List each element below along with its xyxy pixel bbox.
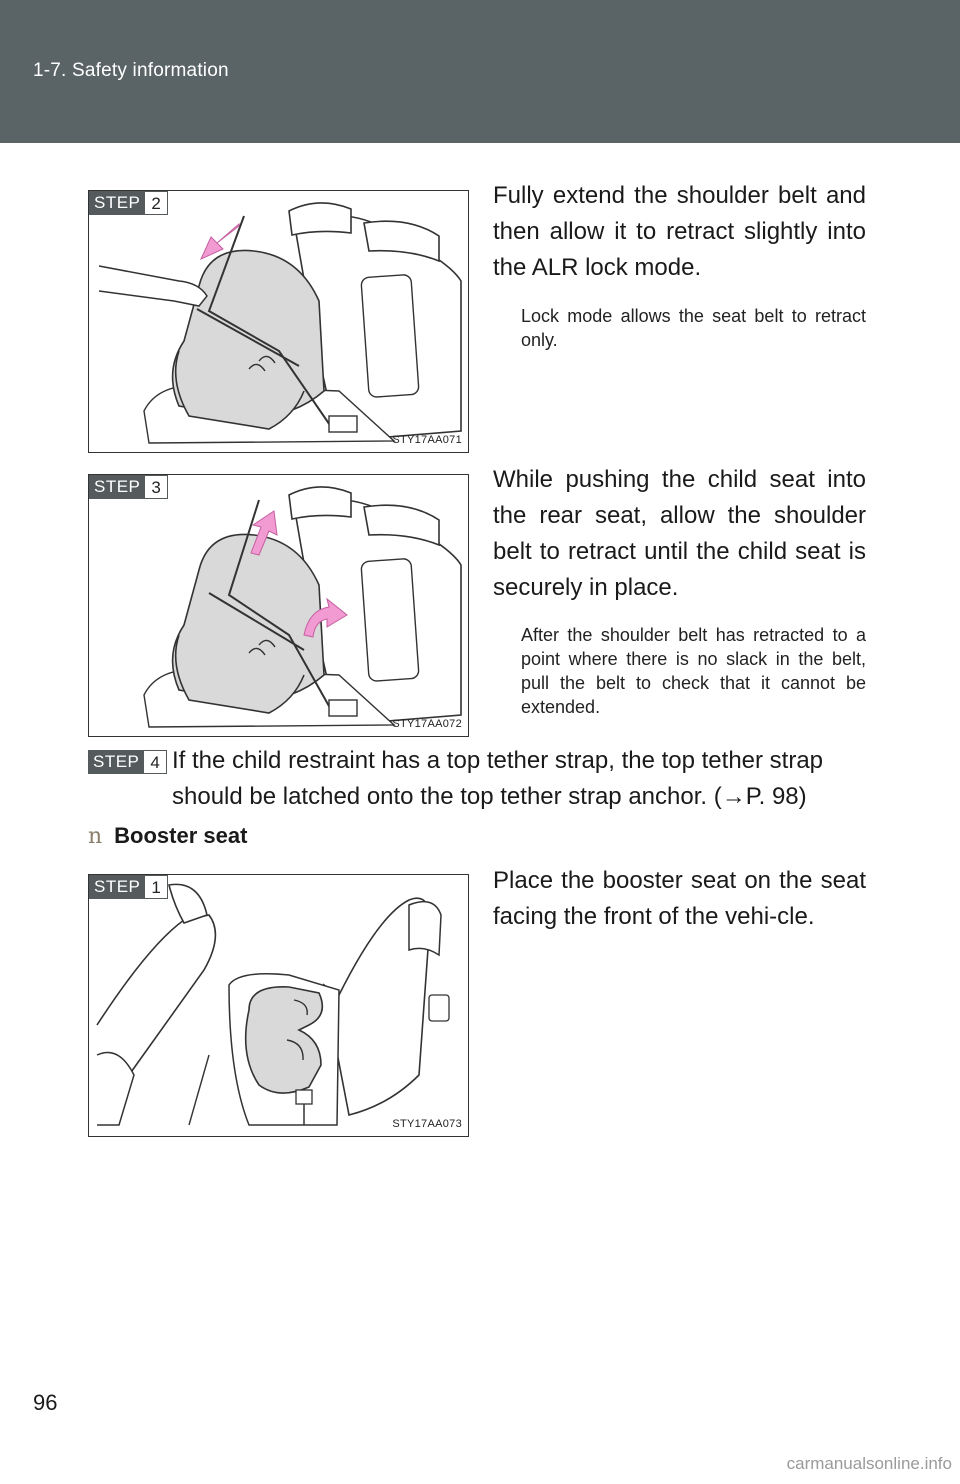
step-number: 2: [145, 191, 167, 215]
page-header: [0, 0, 960, 143]
watermark: carmanualsonline.info: [786, 1454, 952, 1473]
figure-booster-step-1: [88, 874, 469, 1137]
step-word: STEP: [88, 750, 144, 774]
step-word: STEP: [89, 875, 145, 899]
section-title: 1-7. Safety information: [33, 60, 229, 81]
step-number: 1: [145, 875, 167, 899]
booster-step-1-instruction: Place the booster seat on the seat facing the front of the vehi-cle.: [493, 867, 866, 930]
step-word: STEP: [89, 191, 145, 215]
step-badge: [89, 875, 168, 899]
step-badge: [89, 475, 168, 499]
step-4-instruction: If the child restraint has a top tether strap, the top tether strap should be latched onto the top tether strap anchor. (→P. 98): [172, 747, 824, 810]
illustration-booster-seat: [89, 875, 470, 1138]
figure-step-2: [88, 190, 469, 453]
bullet-icon: n: [88, 824, 103, 849]
figure-step-3: [88, 474, 469, 737]
step-2-instruction: Fully extend the shoulder belt and then allow it to retract slightly into the ALR lock mode.: [493, 182, 866, 281]
step-badge: [88, 750, 167, 774]
figure-code: STY17AA073: [392, 1118, 462, 1130]
figure-code: STY17AA072: [392, 718, 462, 730]
step-3-instruction: While pushing the child seat into the rear seat, allow the shoulder belt to retract until the child seat is securely in place.: [493, 466, 866, 601]
step-number: 3: [145, 475, 167, 499]
section-heading: [88, 823, 247, 849]
step-word: STEP: [89, 475, 145, 499]
page-number: 96: [33, 1390, 58, 1415]
illustration-child-seat-belt-extend: [89, 191, 470, 454]
step-3-note: After the shoulder belt has retracted to a point where there is no slack in the belt, pull the belt to check that it cannot be extended.: [521, 625, 866, 717]
step-number: 4: [144, 750, 166, 774]
step-2-note: Lock mode allows the seat belt to retract only.: [521, 306, 866, 350]
heading-text: Booster seat: [114, 823, 248, 848]
illustration-child-seat-push: [89, 475, 470, 738]
figure-code: STY17AA071: [392, 434, 462, 446]
step-badge: [89, 191, 168, 215]
